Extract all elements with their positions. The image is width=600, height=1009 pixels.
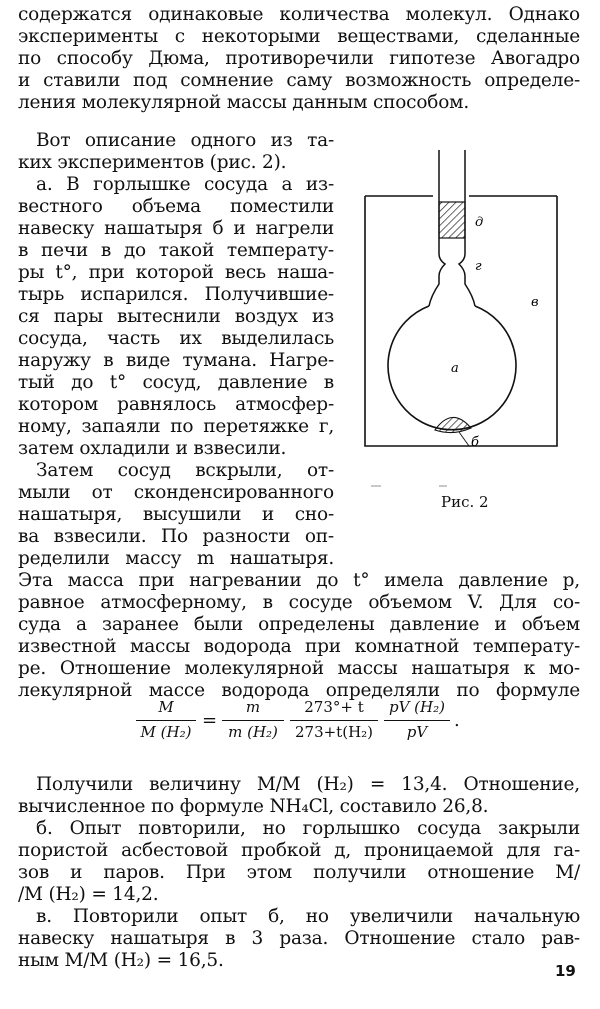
text-line: ся пары вытеснили воздух из xyxy=(18,306,334,327)
text-line: б. Опыт повторили, но горлышко сосуда закрыли xyxy=(36,818,580,839)
text-line: навеску нашатыря б и нагрели xyxy=(18,218,334,239)
page-number: 19 xyxy=(555,962,576,980)
text-line: затем охладили и взвесили. xyxy=(18,438,287,459)
text-line: суда а заранее были определены давление и объем xyxy=(18,614,580,635)
numerator: pV (H₂) xyxy=(388,698,445,716)
fraction-m-over-mh2 xyxy=(136,698,196,743)
numerator: M xyxy=(158,698,174,716)
text-line: содержатся одинаковые количества молекул. Однако xyxy=(18,4,580,25)
molar-mass-formula xyxy=(136,692,466,752)
text-line: сосуда, часть их выделилась xyxy=(18,328,334,349)
denominator: 273+t(H₂) xyxy=(294,723,374,741)
ammonium-chloride-sample xyxy=(435,417,471,432)
text-line: по способу Дюма, противоречили гипотезе Авогадро xyxy=(18,48,580,69)
label-g: г xyxy=(475,259,482,274)
fraction-mass-ratio xyxy=(222,698,284,743)
label-d: д xyxy=(475,215,484,230)
text-line: вычисленное по формуле NH₄Cl, составило 26,8. xyxy=(18,796,489,817)
fraction-temperature-ratio xyxy=(290,698,378,743)
text-line: известной массы водорода при комнатной температу- xyxy=(18,636,580,657)
text-line: котором равнялось атмосфер- xyxy=(18,394,334,415)
asbestos-plug xyxy=(439,202,465,238)
text-line: навеску нашатыря в 3 раза. Отношение стало рав- xyxy=(18,928,580,949)
denominator: M (H₂) xyxy=(140,723,192,741)
text-line: тырь испарился. Получившие- xyxy=(18,284,334,305)
numerator: 273°+ t xyxy=(304,698,364,716)
text-line: ры t°, при которой весь наша- xyxy=(18,262,334,283)
text-line: ва взвесили. По разности оп- xyxy=(18,526,334,547)
text-line: Затем сосуд вскрыли, от- xyxy=(36,460,334,481)
text-line: пористой асбестовой пробкой д, проницаемой для га- xyxy=(18,840,580,861)
denominator: pV xyxy=(406,723,428,741)
text-line: тый до t° сосуд, давление в xyxy=(18,372,334,393)
text-line: ределили массу m нашатыря. xyxy=(18,548,334,569)
text-line: ре. Отношение молекулярной массы нашатыря к мо- xyxy=(18,658,580,679)
fraction-pressure-volume xyxy=(384,698,450,743)
text-line: Получили величину M/M (H₂) = 13,4. Отношение, xyxy=(36,774,580,795)
text-line: наружу в виде тумана. Нагре- xyxy=(18,350,334,371)
text-line: лекулярной массе водорода определяли по формуле xyxy=(18,680,580,701)
label-b: б xyxy=(471,435,479,450)
label-v: в xyxy=(531,295,539,310)
label-a: а xyxy=(451,361,459,376)
numerator: m xyxy=(245,698,261,716)
denominator: m (H₂) xyxy=(228,723,278,741)
text-line: в. Повторили опыт б, но увеличили начальную xyxy=(36,906,580,927)
equals-sign: = xyxy=(202,710,218,731)
text-line: ких экспериментов (рис. 2). xyxy=(18,152,287,173)
figure-caption: Рис. 2 xyxy=(441,493,489,511)
text-line: и ставили под сомнение саму возможность определе- xyxy=(18,70,580,91)
text-line: в печи в до такой температу- xyxy=(18,240,334,261)
formula-period: . xyxy=(454,710,460,731)
text-line: Эта масса при нагревании до t° имела давление p, xyxy=(18,570,580,591)
text-line: ным M/M (H₂) = 16,5. xyxy=(18,950,224,971)
text-line: вестного объема поместили xyxy=(18,196,334,217)
text-line: нашатыря, высушили и сно- xyxy=(18,504,334,525)
text-line: /M (H₂) = 14,2. xyxy=(18,884,159,905)
text-line: ления молекулярной массы данным способом. xyxy=(18,92,470,113)
text-line: а. В горлышке сосуда а из- xyxy=(36,174,334,195)
flask-diagram xyxy=(335,146,583,526)
text-line: эксперименты с некоторыми веществами, сделанные xyxy=(18,26,580,47)
text-line: равное атмосферному, в сосуде объемом V. Для со- xyxy=(18,592,580,613)
text-line: зов и паров. При этом получили отношение M/ xyxy=(18,862,580,883)
text-line: мыли от сконденсированного xyxy=(18,482,334,503)
text-line: Вот описание одного из та- xyxy=(36,130,334,151)
text-line: ному, запаяли по перетяжке г, xyxy=(18,416,334,437)
